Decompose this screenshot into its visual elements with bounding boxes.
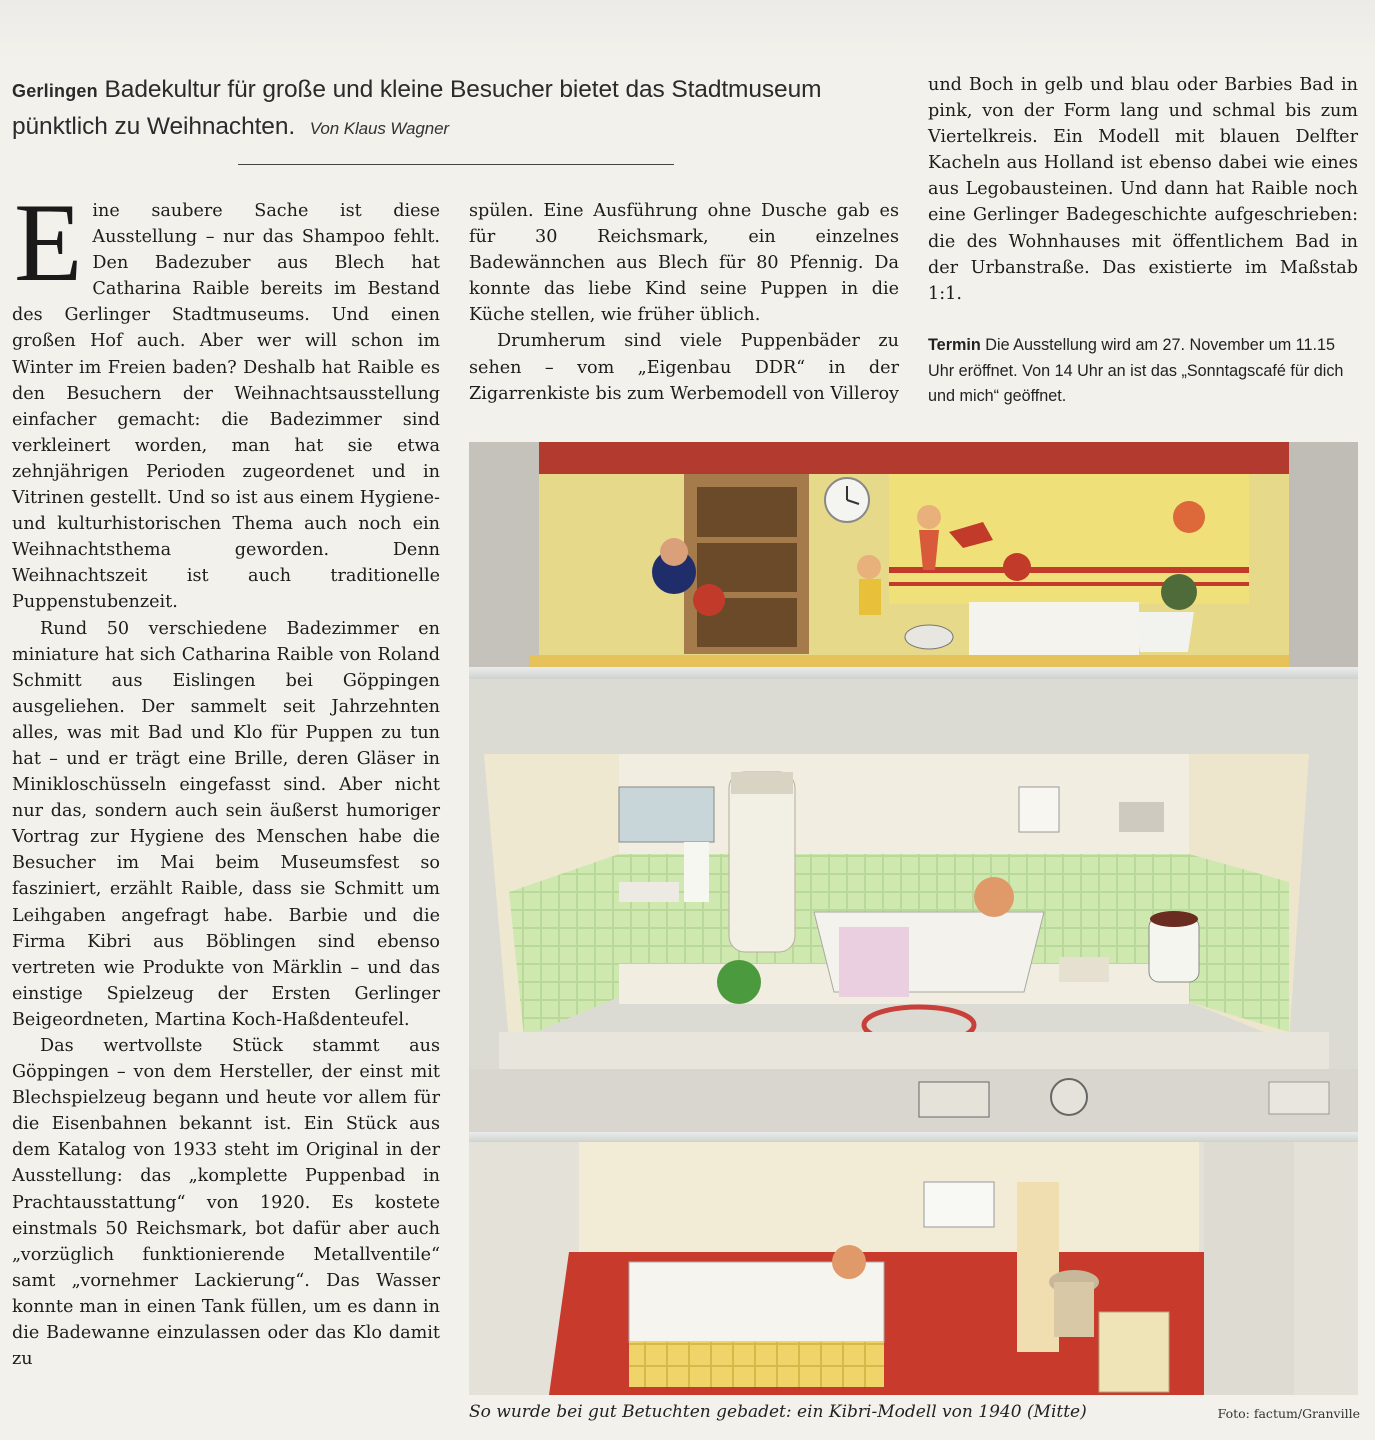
- article-column-3: [928, 72, 1358, 307]
- article-paragraph: Das wertvollste Stück stammt aus Göppingen – von dem Hersteller, der einst mit Blechspielzeug begann und heute vor allem für die Eisenbahnen bekannt ist. Ein Stück aus dem Katalog von 1933 steht im Original in der Ausstellung: das „komplette Puppenbad in Prachtausstattung“ von 1920. Es kostete einstmals 50 Reichsmark, bot dafür aber auch „vorzüglich funktionierende Metallventile“ samt „vornehmer Lackierung“. Das Wasser konnte man in einen Tank füllen, um es dann in die Badewanne einzulassen oder das Klo damit zu: [12, 1036, 440, 1370]
- article-paragraph-text: ine saubere Sache ist diese Ausstellung – nur das Shampoo fehlt. Den Badezuber aus Blech hat Catharina Raible bereits im Bestand des Gerlinger Stadtmuseums. Und einen großen Hof auch. Aber wer will schon im Winter im Freien baden? Deshalb hat Raible es den Besuchern der Weihnachtsausstellung einfacher gemacht: die Badezimmer sind verkleinert worden, man hat sie etwa zehnjährigen Perioden zugeordenet und in Vitrinen gestellt. Und so ist aus einem Hygiene- und kulturhistorischen Thema auch noch ein Weihnachtsthema geworden. Denn Weihnachtszeit ist auch traditionelle Puppenstubenzeit.: [12, 201, 440, 613]
- headline-author: Von Klaus Wagner: [309, 119, 449, 138]
- article-paragraph: Drumherum sind viele Puppenbäder zu sehen – vom „Eigenbau DDR“ in der Zigarrenkiste bis zum Werbemodell von Villeroy: [469, 331, 899, 404]
- photo-credit: Foto: factum/Granville: [1217, 1406, 1360, 1421]
- headline-text: Badekultur für große und kleine Besucher bietet das Stadtmuseum pünktlich zu Weihnachten.: [12, 76, 822, 140]
- headline: [12, 72, 902, 147]
- photo-caption: So wurde bei gut Betuchten gebadet: ein Kibri-Modell von 1940 (Mitte): [469, 1402, 1087, 1422]
- article-column-1: [12, 181, 440, 1372]
- article-column-2: [469, 198, 899, 407]
- dollhouse-photo: [469, 442, 1358, 1395]
- event-info: [928, 333, 1358, 410]
- drop-cap: E: [14, 181, 83, 305]
- middle-room: [469, 679, 1358, 1072]
- dollhouse-illustration: [469, 442, 1358, 1395]
- headline-kicker: Gerlingen: [12, 81, 98, 101]
- event-label: Termin: [928, 336, 981, 354]
- bottom-room: [469, 1142, 1358, 1395]
- top-room: [539, 442, 1289, 667]
- article-paragraph: und Boch in gelb und blau oder Barbies Bad in pink, von der Form lang und schmal bis zum Viertelkreis. Ein Modell mit blauen Delfter Kacheln aus Holland ist ebenso dabei wie eines aus Legobausteinen. Und dann hat Raible noch eine Gerlinger Badegeschichte aufgeschrieben: die des Wohnhauses mit öffentlichem Bad in der Urbanstraße. Das existierte im Maßstab 1:1.: [928, 75, 1358, 304]
- article-paragraph: spülen. Eine Ausführung ohne Dusche gab es für 30 Reichsmark, ein einzelnes Badewännchen aus Blech für 80 Pfennig. Da konnte das liebe Kind seine Puppen in die Küche stellen, wie früher üblich.: [469, 201, 899, 326]
- article-paragraph: Rund 50 verschiedene Badezimmer en miniature hat sich Catharina Raible von Roland Schmitt aus Eislingen bei Göppingen ausgeliehen. Der sammelt seit Jahrzehnten alles, was mit Bad und Klo für Puppen zu tun hat – und er trägt eine Brille, deren Gläser in Minikloschüsseln eingefasst sind. Aber nicht nur das, sondern auch sein äußerst humoriger Vortrag zur Hygiene des Menschen habe die Besucher im Mai beim Museumsfest so fasziniert, erzählt Raible, dass sie Schmitt um Leihgaben angefragt habe. Barbie und die Firma Kibri aus Böblingen sind ebenso vertreten wie Produkte von Märklin – und das einstige Spielzeug der Ersten Gerlinger Beigeordneten, Martina Koch-Haßdenteufel.: [12, 618, 440, 1030]
- article-paragraph: [12, 181, 440, 616]
- event-text: Die Ausstellung wird am 27. November um 11.15 Uhr eröffnet. Von 14 Uhr an ist das „Sonntagscafé für dich und mich“ geöffnet.: [928, 336, 1344, 405]
- headline-divider: [238, 164, 674, 165]
